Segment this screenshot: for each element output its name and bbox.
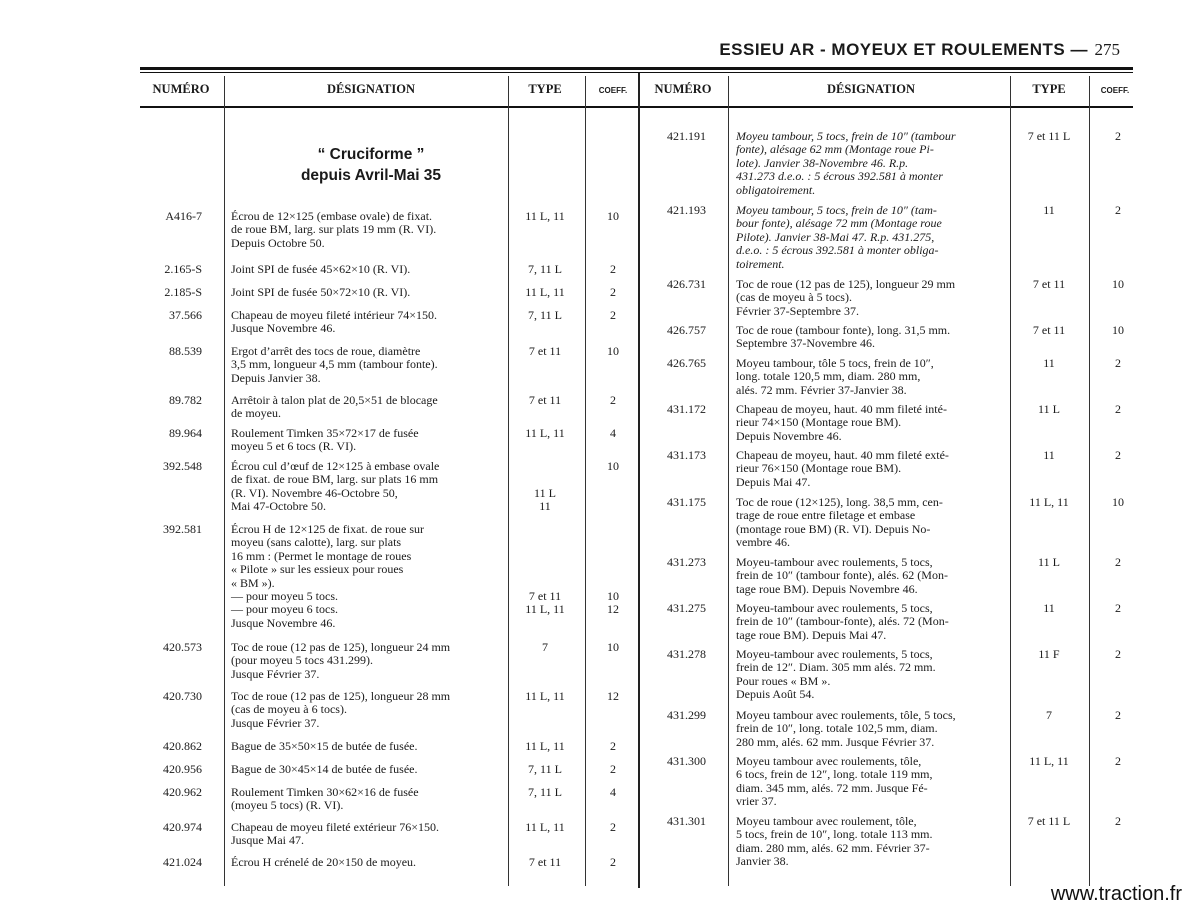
part-coeff: 2 <box>1115 203 1121 217</box>
page-number: 275 <box>1094 40 1120 59</box>
part-number: 431.173 <box>667 448 706 462</box>
part-number: 421.193 <box>667 203 706 217</box>
divider <box>224 76 225 886</box>
column-header-rule <box>140 106 1133 108</box>
part-type: 7, 11 L <box>528 762 562 776</box>
part-number: 37.566 <box>169 308 202 322</box>
part-coeff: 2 <box>610 820 616 834</box>
part-coeff: 2 <box>610 762 616 776</box>
part-number: 420.974 <box>163 820 202 834</box>
part-number: 420.862 <box>163 739 202 753</box>
part-type: 7, 11 L <box>528 262 562 276</box>
part-type: 11 F <box>1038 647 1060 661</box>
part-designation: Moyeu tambour, 5 tocs, frein de 10″ (tam- bour fonte), alésage 72 mm (Montage roue Pilote). Janvier 38-Mai 47. R.p. 431.275, d.e.o. : 5 écrous 392.581 à monter obliga- toirement. <box>736 203 942 271</box>
part-coeff: 12 <box>607 689 619 703</box>
part-number: 392.581 <box>163 522 202 536</box>
part-type: 11 L <box>1038 402 1060 416</box>
part-number: 420.956 <box>163 762 202 776</box>
part-number: 426.757 <box>667 323 706 337</box>
part-number: 426.765 <box>667 356 706 370</box>
part-designation: Roulement Timken 30×62×16 de fusée (moyeu 5 tocs) (R. VI). <box>231 785 419 813</box>
part-designation: Toc de roue (12 pas de 125), longueur 24 mm (pour moyeu 5 tocs 431.299). Jusque Février 37. <box>231 640 451 681</box>
part-type: 11 L 11 <box>534 485 556 514</box>
part-coeff: 2 <box>610 855 616 869</box>
part-number: 431.175 <box>667 495 706 509</box>
part-coeff: 2 <box>1115 555 1121 569</box>
section-title: “ Cruciforme ” depuis Avril-Mai 35 <box>300 146 442 184</box>
part-type: 11 L, 11 <box>525 426 565 440</box>
part-designation: Moyeu tambour avec roulements, tôle, 6 tocs, frein de 12″, long. totale 119 mm, diam. 345 mm, alés. 72 mm. Jusque Fé- vrier 37. <box>736 754 933 809</box>
col-head-designation-left: DÉSIGNATION <box>327 82 415 96</box>
part-type: 11 L, 11 <box>525 285 565 299</box>
col-head-numero-left: NUMÉRO <box>152 82 210 96</box>
col-head-numero-right: NUMÉRO <box>654 82 712 96</box>
part-type: 11 L, 11 <box>1029 495 1069 509</box>
part-coeff: 2 <box>1115 129 1121 143</box>
part-designation: Écrou H crénelé de 20×150 de moyeu. <box>231 855 417 869</box>
part-number: 431.273 <box>667 555 706 569</box>
part-designation: Moyeu tambour, 5 tocs, frein de 10″ (tambour fonte), alésage 62 mm (Montage roue Pi- lote). Janvier 38-Novembre 46. R.p. 431.273 d.e.o. : 5 écrous 392.581 à monter obligatoirement. <box>736 129 956 197</box>
part-designation: Moyeu tambour avec roulements, tôle, 5 tocs, frein de 10″, long. totale 102,5 mm, diam. 280 mm, alés. 62 mm. Jusque Février 37. <box>736 708 956 749</box>
part-designation: Joint SPI de fusée 45×62×10 (R. VI). <box>231 262 411 276</box>
part-designation: Moyeu-tambour avec roulements, 5 tocs, frein de 10″ (tambour-fonte), alés. 72 (Mon- tage roue BM). Depuis Mai 47. <box>736 601 949 642</box>
part-number: 420.730 <box>163 689 202 703</box>
part-number: 426.731 <box>667 277 706 291</box>
part-type: 7 et 11 <box>1032 277 1066 291</box>
part-type: 7 et 11 L <box>1027 814 1071 828</box>
part-designation: Moyeu tambour avec roulement, tôle, 5 tocs, frein de 10″, long. totale 113 mm. diam. 280 mm, alés. 62 mm. Février 37- Janvier 38. <box>736 814 933 869</box>
part-designation: Ergot d’arrêt des tocs de roue, diamètre 3,5 mm, longueur 4,5 mm (tambour fonte). Depuis Janvier 38. <box>231 344 438 385</box>
part-coeff: 2 <box>610 262 616 276</box>
part-coeff: 2 <box>610 285 616 299</box>
part-type: 7, 11 L <box>528 785 562 799</box>
part-type: 11 L, 11 <box>525 689 565 703</box>
part-type: 11 <box>1043 448 1055 462</box>
part-designation: Toc de roue (12 pas de 125), longueur 29 mm (cas de moyeu à 5 tocs). Février 37-Septembre 37. <box>736 277 956 318</box>
part-coeff: 10 <box>607 640 619 654</box>
part-coeff: 10 <box>1112 323 1124 337</box>
part-number: 89.964 <box>169 426 202 440</box>
part-type: 11 L, 11 <box>525 739 565 753</box>
part-number: 431.275 <box>667 601 706 615</box>
part-type: 7, 11 L <box>528 308 562 322</box>
col-head-designation-right: DÉSIGNATION <box>827 82 915 96</box>
part-type: 7 et 11 <box>528 855 562 869</box>
part-designation: Toc de roue (12×125), long. 38,5 mm, cen- trage de roue entre filetage et embase (montage roue BM) (R. VI). Depuis No- vembre 46. <box>736 495 943 550</box>
part-number: 421.191 <box>667 129 706 143</box>
part-coeff: 10 <box>607 459 619 473</box>
part-coeff: 2 <box>1115 708 1121 722</box>
part-number: 420.962 <box>163 785 202 799</box>
divider <box>508 76 509 886</box>
part-type: 11 L, 11 <box>525 820 565 834</box>
part-number: A416-7 <box>165 209 202 223</box>
part-designation: Écrou cul d’œuf de 12×125 à embase ovale de fixat. de roue BM, larg. sur plats 16 mm (R. VI). Novembre 46-Octobre 50, Mai 47-Octobre 50. <box>231 459 440 514</box>
divider <box>1010 76 1011 886</box>
part-number: 431.300 <box>667 754 706 768</box>
part-type: 7 et 11 <box>1032 323 1066 337</box>
header-rule <box>140 67 1133 70</box>
part-coeff: 2 <box>1115 402 1121 416</box>
part-type: 7 et 11 <box>528 344 562 358</box>
part-designation: Chapeau de moyeu fileté extérieur 76×150. Jusque Mai 47. <box>231 820 440 848</box>
part-coeff: 2 <box>1115 448 1121 462</box>
part-coeff: 4 <box>610 426 616 440</box>
part-coeff: 2 <box>1115 754 1121 768</box>
part-number: 431.278 <box>667 647 706 661</box>
part-number: 2.165-S <box>164 262 202 276</box>
part-coeff: 2 <box>610 308 616 322</box>
part-coeff: 2 <box>610 393 616 407</box>
col-head-type-left: TYPE <box>528 82 562 96</box>
part-number: 88.539 <box>169 344 202 358</box>
part-designation: Moyeu-tambour avec roulements, 5 tocs, frein de 10″ (tambour fonte), alés. 62 (Mon- tage roue BM). Depuis Novembre 46. <box>736 555 948 596</box>
part-type: 7 <box>542 640 548 654</box>
part-designation: Joint SPI de fusée 50×72×10 (R. VI). <box>231 285 411 299</box>
part-type: 11 L <box>1038 555 1060 569</box>
part-coeff: 2 <box>1115 601 1121 615</box>
part-type: 7 <box>1046 708 1052 722</box>
part-coeff: 2 <box>610 739 616 753</box>
part-number: 431.301 <box>667 814 706 828</box>
part-number: 431.299 <box>667 708 706 722</box>
part-designation: Écrou H de 12×125 de fixat. de roue sur moyeu (sans calotte), larg. sur plats 16 mm : (Permet le montage de roues « Pilote » sur les essieux pour roues « BM »). — pour moyeu 5 tocs. — pour moyeu 6 tocs. Jusque Novembre 46. <box>231 522 425 630</box>
part-type: 7 et 11 <box>528 393 562 407</box>
watermark: www.traction.fr <box>1050 883 1182 905</box>
part-designation: Chapeau de moyeu, haut. 40 mm fileté exté- rieur 76×150 (Montage roue BM). Depuis Mai 47. <box>736 448 949 489</box>
part-designation: Écrou de 12×125 (embase ovale) de fixat. de roue BM, larg. sur plats 19 mm (R. VI). Depuis Octobre 50. <box>231 209 437 250</box>
part-type: 11 <box>1043 356 1055 370</box>
col-head-type-right: TYPE <box>1032 82 1066 96</box>
part-designation: Moyeu tambour, tôle 5 tocs, frein de 10″, long. totale 120,5 mm, diam. 280 mm, alés. 72 mm. Février 37-Janvier 38. <box>736 356 934 397</box>
page-title: ESSIEU AR - MOYEUX ET ROULEMENTS — <box>719 40 1088 59</box>
part-number: 2.185-S <box>164 285 202 299</box>
col-head-coeff-right: COEFF. <box>1100 86 1130 95</box>
part-designation: Bague de 30×45×14 de butée de fusée. <box>231 762 418 776</box>
part-number: 420.573 <box>163 640 202 654</box>
part-number: 431.172 <box>667 402 706 416</box>
part-designation: Chapeau de moyeu, haut. 40 mm fileté inté- rieur 74×150 (Montage roue BM). Depuis Novembre 46. <box>736 402 947 443</box>
part-coeff: 2 <box>1115 814 1121 828</box>
part-number: 392.548 <box>163 459 202 473</box>
part-coeff: 2 <box>1115 647 1121 661</box>
part-coeff: 10 <box>607 209 619 223</box>
part-coeff: 4 <box>610 785 616 799</box>
part-designation: Roulement Timken 35×72×17 de fusée moyeu 5 et 6 tocs (R. VI). <box>231 426 419 454</box>
part-coeff: 10 <box>1112 495 1124 509</box>
part-designation: Arrêtoir à talon plat de 20,5×51 de blocage de moyeu. <box>231 393 438 421</box>
part-designation: Bague de 35×50×15 de butée de fusée. <box>231 739 418 753</box>
divider <box>728 76 729 886</box>
part-designation: Toc de roue (tambour fonte), long. 31,5 mm. Septembre 37-Novembre 46. <box>736 323 951 351</box>
part-designation: Chapeau de moyeu fileté intérieur 74×150. Jusque Novembre 46. <box>231 308 438 336</box>
part-type: 7 et 11 11 L, 11 <box>525 589 565 617</box>
part-coeff: 10 <box>1112 277 1124 291</box>
part-type: 11 <box>1043 601 1055 615</box>
part-coeff: 10 <box>607 344 619 358</box>
part-coeff: 10 12 <box>607 589 619 617</box>
part-type: 11 <box>1043 203 1055 217</box>
header-rule-thin <box>140 72 1133 73</box>
part-designation: Toc de roue (12 pas de 125), longueur 28 mm (cas de moyeu à 6 tocs). Jusque Février 37. <box>231 689 451 730</box>
divider <box>1089 76 1090 886</box>
part-type: 11 L, 11 <box>525 209 565 223</box>
part-designation: Moyeu-tambour avec roulements, 5 tocs, frein de 12″. Diam. 305 mm alés. 72 mm. Pour roues « BM ». Depuis Août 54. <box>736 647 936 702</box>
divider <box>585 76 586 886</box>
part-type: 11 L, 11 <box>1029 754 1069 768</box>
part-number: 89.782 <box>169 393 202 407</box>
part-type: 7 et 11 L <box>1027 129 1071 143</box>
col-head-coeff-left: COEFF. <box>598 86 628 95</box>
part-number: 421.024 <box>163 855 202 869</box>
part-coeff: 2 <box>1115 356 1121 370</box>
